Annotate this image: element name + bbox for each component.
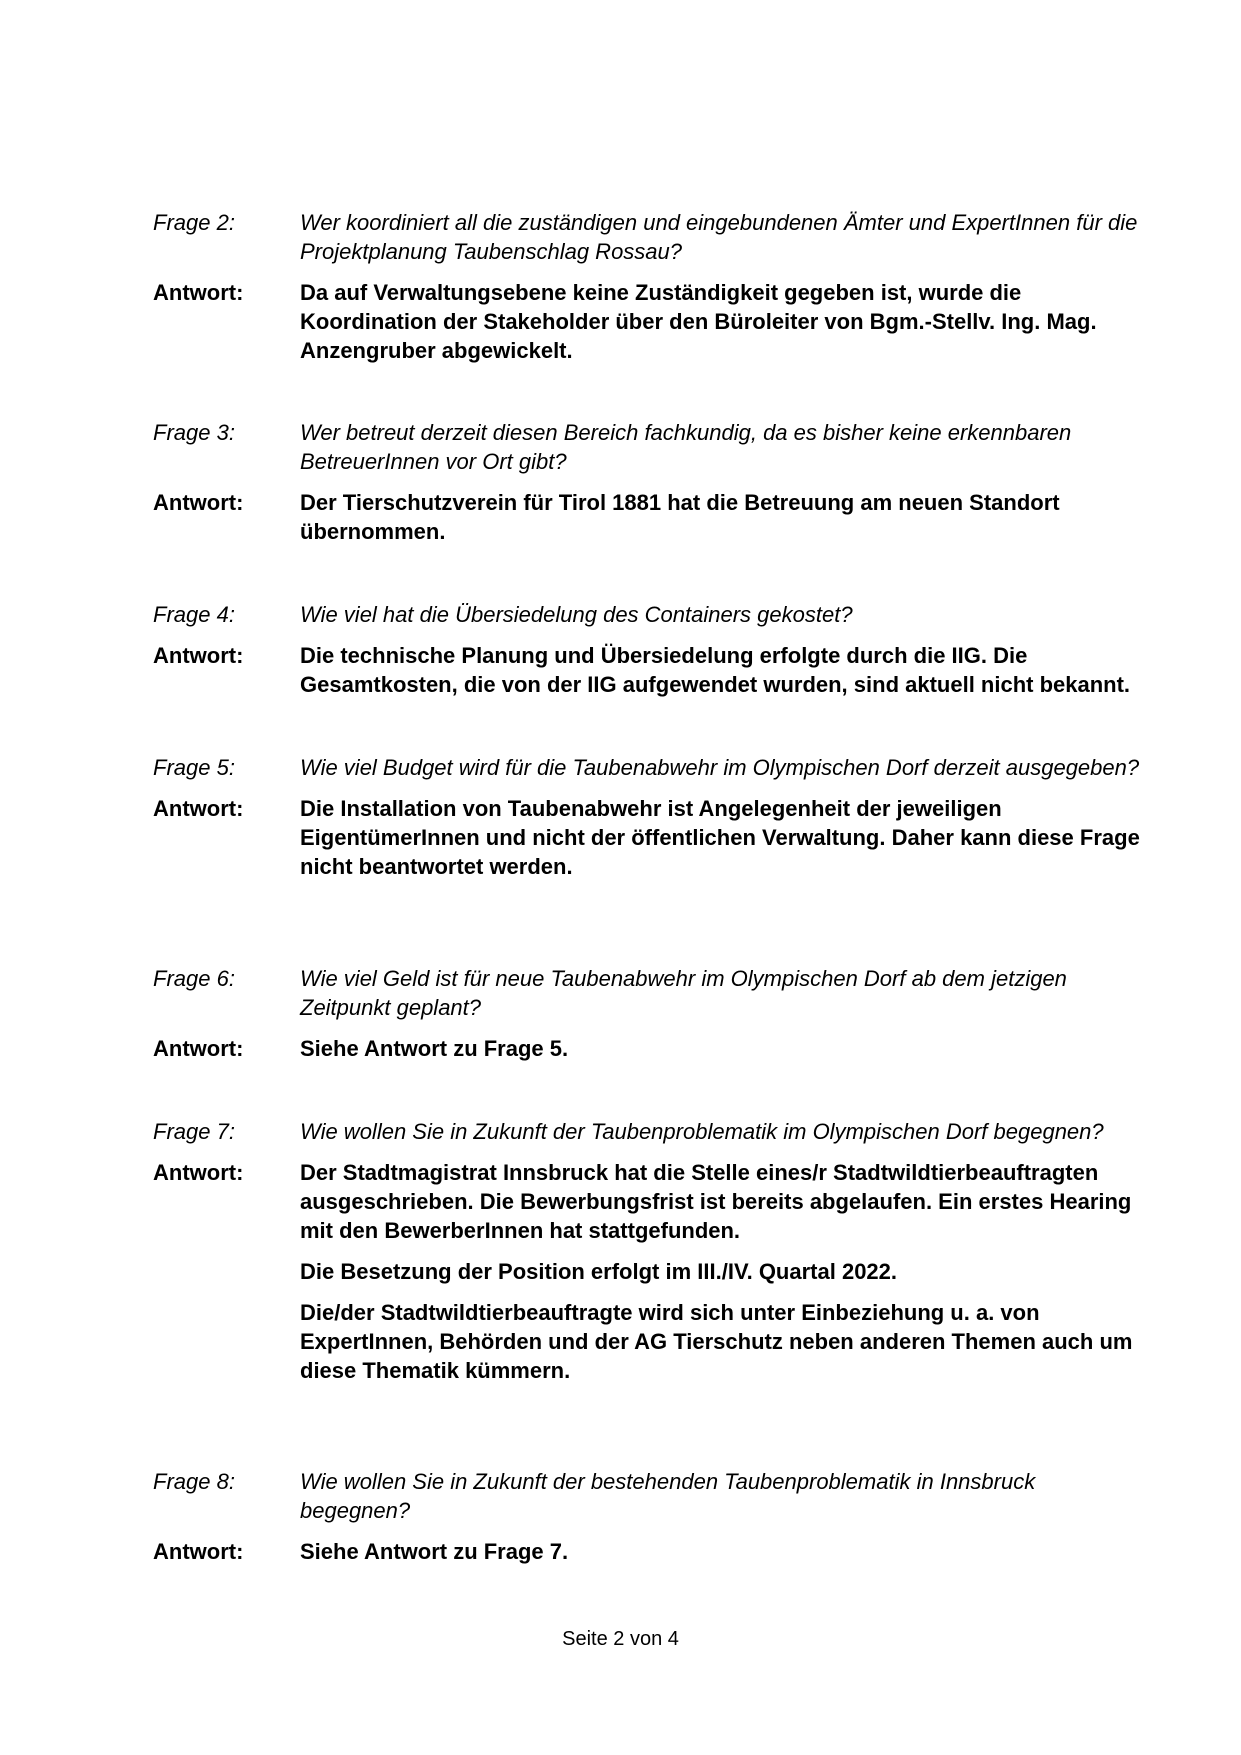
question-label: Frage 7:: [153, 1119, 235, 1144]
answer-text: [300, 794, 1143, 881]
question-row: [153, 1467, 1143, 1525]
question-text: Wie viel Geld ist für neue Taubenabwehr im Olympischen Dorf ab dem jetzigen Zeitpunkt geplant?: [300, 966, 1067, 1020]
question-row: [153, 964, 1143, 1022]
answer-label: Antwort:: [153, 1036, 244, 1061]
question-text: Wie wollen Sie in Zukunft der Taubenproblematik im Olympischen Dorf begegnen?: [300, 1119, 1104, 1144]
question-row: [153, 1117, 1143, 1146]
question-row: [153, 600, 1143, 629]
answer-text: [300, 278, 1143, 365]
qa-block-frage-3: [153, 418, 1143, 546]
question-label: Frage 5:: [153, 755, 235, 780]
answer-paragraph: Siehe Antwort zu Frage 7.: [300, 1539, 569, 1564]
answer-label: Antwort:: [153, 490, 244, 515]
answer-row: [153, 278, 1143, 365]
answer-label: Antwort:: [153, 1160, 244, 1185]
question-label: Frage 3:: [153, 420, 235, 445]
answer-text: [300, 1537, 1143, 1566]
answer-paragraph: Siehe Antwort zu Frage 5.: [300, 1036, 569, 1061]
answer-label: Antwort:: [153, 796, 244, 821]
question-label: Frage 8:: [153, 1469, 235, 1494]
question-label: Frage 2:: [153, 210, 235, 235]
answer-row: [153, 488, 1143, 546]
question-row: [153, 753, 1143, 782]
answer-text: [300, 1158, 1143, 1385]
qa-block-frage-5: [153, 753, 1143, 881]
answer-paragraph: Die technische Planung und Übersiedelung erfolgte durch die IIG. Die Gesamtkosten, die von der IIG aufgewendet wurden, sind aktuell nicht bekannt.: [300, 643, 1131, 697]
answer-paragraph: Der Stadtmagistrat Innsbruck hat die Stelle eines/r Stadtwildtierbeauftragten ausgeschrieben. Die Bewerbungsfrist ist bereits abgelaufen. Ein erstes Hearing mit den BewerberInnen hat stattgefunden.: [300, 1160, 1132, 1243]
question-text: Wie viel hat die Übersiedelung des Containers gekostet?: [300, 602, 853, 627]
question-text: Wie wollen Sie in Zukunft der bestehenden Taubenproblematik in Innsbruck begegnen?: [300, 1469, 1036, 1523]
question-label: Frage 6:: [153, 966, 235, 991]
qa-block-frage-4: [153, 600, 1143, 699]
question-label: Frage 4:: [153, 602, 235, 627]
answer-paragraph: Die Besetzung der Position erfolgt im III./IV. Quartal 2022.: [300, 1259, 898, 1284]
qa-block-frage-8: [153, 1467, 1143, 1566]
answer-paragraph: Die Installation von Taubenabwehr ist Angelegenheit der jeweiligen EigentümerInnen und nicht der öffentlichen Verwaltung. Daher kann diese Frage nicht beantwortet werden.: [300, 796, 1140, 879]
qa-block-frage-7: [153, 1117, 1143, 1385]
answer-label: Antwort:: [153, 643, 244, 668]
answer-row: [153, 641, 1143, 699]
qa-block-frage-2: [153, 208, 1143, 365]
question-row: [153, 418, 1143, 476]
question-text: Wie viel Budget wird für die Taubenabwehr im Olympischen Dorf derzeit ausgegeben?: [300, 755, 1140, 780]
question-row: [153, 208, 1143, 266]
answer-paragraph: Der Tierschutzverein für Tirol 1881 hat die Betreuung am neuen Standort übernommen.: [300, 490, 1060, 544]
page-number: Seite 2 von 4: [562, 1628, 679, 1650]
answer-label: Antwort:: [153, 1539, 244, 1564]
answer-paragraph: Da auf Verwaltungsebene keine Zuständigkeit gegeben ist, wurde die Koordination der Stakeholder über den Büroleiter von Bgm.-Stellv. Ing. Mag. Anzengruber abgewickelt.: [300, 280, 1097, 363]
answer-row: [153, 1537, 1143, 1566]
question-text: Wer betreut derzeit diesen Bereich fachkundig, da es bisher keine erkennbaren BetreuerInnen vor Ort gibt?: [300, 420, 1072, 474]
answer-row: [153, 1034, 1143, 1063]
qa-block-frage-6: [153, 964, 1143, 1063]
question-text: Wer koordiniert all die zuständigen und eingebundenen Ämter und ExpertInnen für die Projektplanung Taubenschlag Rossau?: [300, 210, 1138, 264]
answer-text: [300, 488, 1143, 546]
answer-label: Antwort:: [153, 280, 244, 305]
answer-text: [300, 641, 1143, 699]
answer-text: [300, 1034, 1143, 1063]
answer-paragraph: Die/der Stadtwildtierbeauftragte wird sich unter Einbeziehung u. a. von ExpertInnen, Behörden und der AG Tierschutz neben anderen Themen auch um diese Thematik kümmern.: [300, 1300, 1133, 1383]
answer-row: [153, 1158, 1143, 1385]
answer-row: [153, 794, 1143, 881]
